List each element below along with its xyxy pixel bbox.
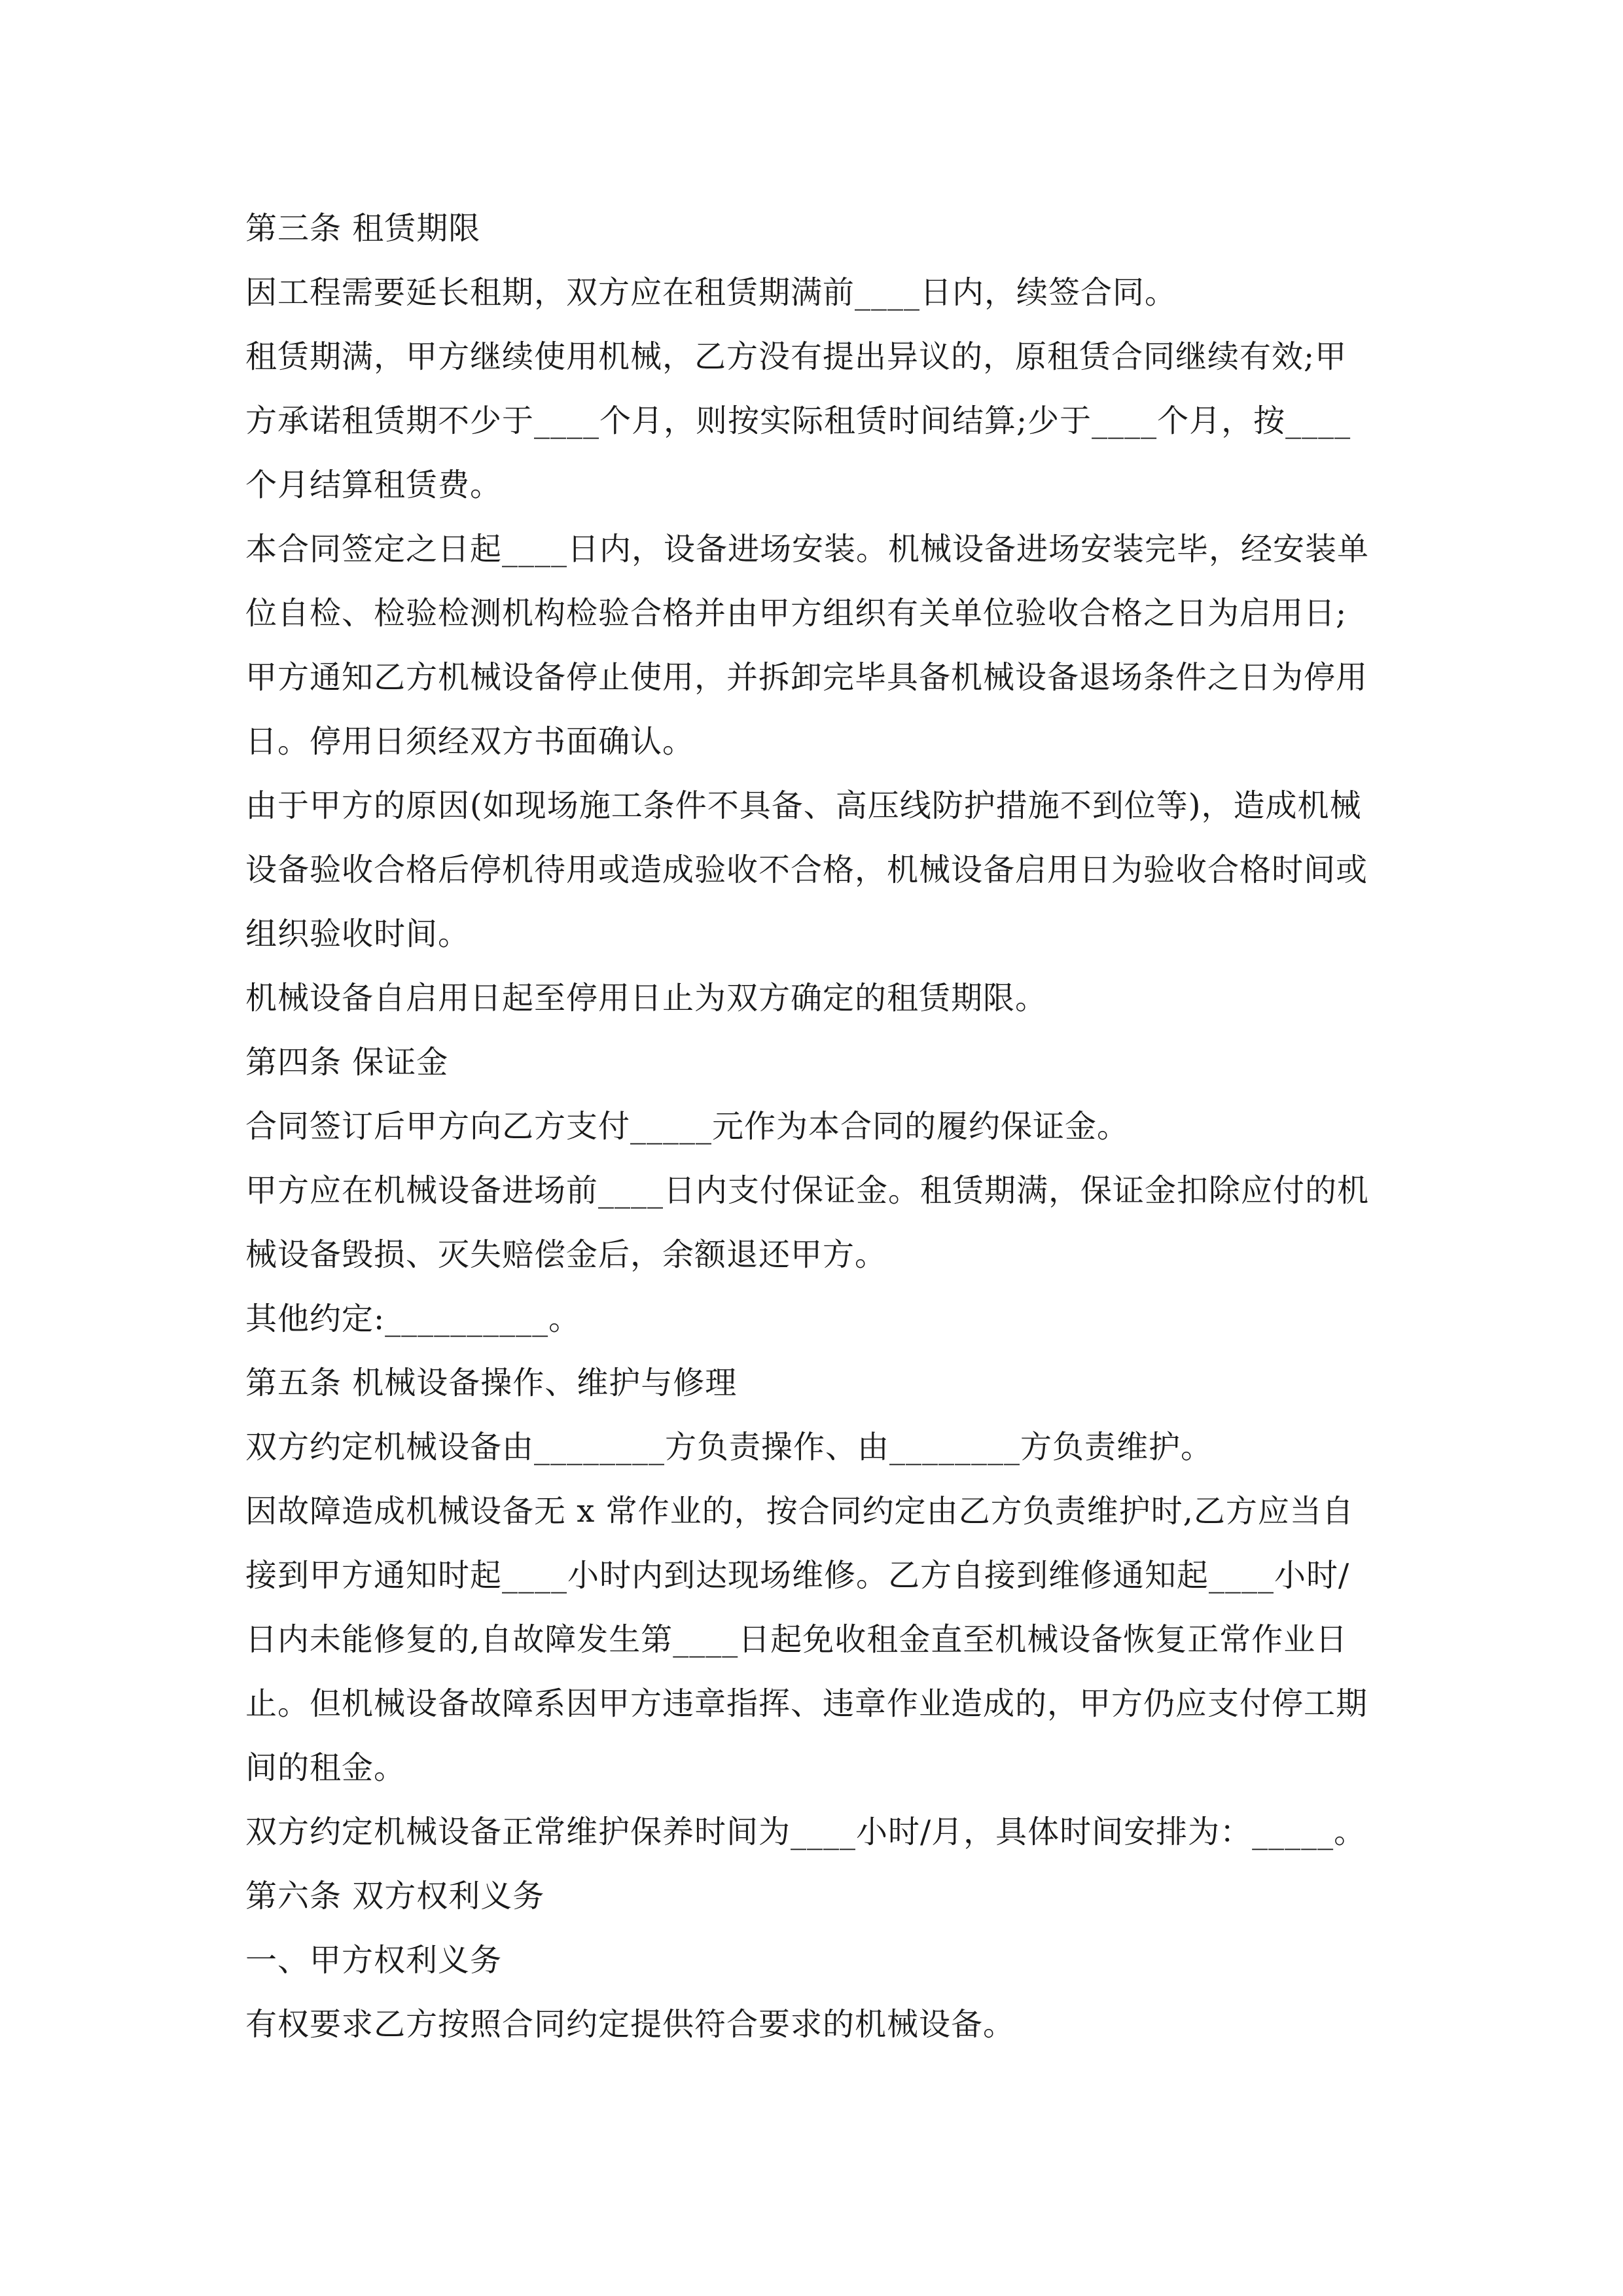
paragraph-line: 间的租金。 [245,1749,406,1786]
paragraph-line: 止。但机械设备故障系因甲方违章指挥、违章作业造成的，甲方仍应支付停工期 [245,1685,1368,1722]
document-body [245,196,1387,2056]
paragraph-line: 甲方应在机械设备进场前____日内支付保证金。租赁期满，保证金扣除应付的机 [245,1172,1370,1209]
paragraph-line: 其他约定:__________。 [245,1300,581,1337]
paragraph-line: 租赁期满，甲方继续使用机械，乙方没有提出异议的，原租赁合同继续有效;甲 [245,338,1347,375]
paragraph-line: 甲方通知乙方机械设备停止使用，并拆卸完毕具备机械设备退场条件之日为停用 [245,659,1368,696]
paragraph-line: 日内未能修复的,自故障发生第____日起免收租金直至机械设备恢复正常作业日 [245,1621,1348,1658]
article-3-heading: 第三条 租赁期限 [245,210,481,247]
paragraph-line: 合同签订后甲方向乙方支付_____元作为本合同的履约保证金。 [245,1108,1130,1145]
article-6-heading: 第六条 双方权利义务 [245,1878,545,1914]
paragraph-line: 位自检、检验检测机构检验合格并由甲方组织有关单位验收合格之日为启用日; [245,595,1347,632]
paragraph-line: 械设备毁损、灭失赔偿金后，余额退还甲方。 [245,1236,887,1273]
paragraph-line: 接到甲方通知时起____小时内到达现场维修。乙方自接到维修通知起____小时/ [245,1557,1350,1594]
paragraph-line: 个月结算租赁费。 [245,467,503,503]
paragraph-line: 机械设备自启用日起至停用日止为双方确定的租赁期限。 [245,980,1048,1016]
paragraph-line: 因故障造成机械设备无 x 常作业的，按合同约定由乙方负责维护时,乙方应当自 [245,1493,1354,1530]
paragraph-line: 本合同签定之日起____日内，设备进场安装。机械设备进场安装完毕，经安装单 [245,531,1370,567]
paragraph-line: 组织验收时间。 [245,916,471,952]
article-4-heading: 第四条 保证金 [245,1044,449,1081]
paragraph-line: 设备验收合格后停机待用或造成验收不合格，机械设备启用日为验收合格时间或 [245,852,1368,888]
paragraph-line: 有权要求乙方按照合同约定提供符合要求的机械设备。 [245,2006,1016,2043]
article-5-heading: 第五条 机械设备操作、维护与修理 [245,1365,738,1401]
paragraph-line: 日。停用日须经双方书面确认。 [245,723,695,760]
paragraph-line: 方承诺租赁期不少于____个月，则按实际租赁时间结算;少于____个月，按____ [245,403,1351,439]
paragraph-line: 由于甲方的原因(如现场施工条件不具备、高压线防护措施不到位等)，造成机械 [245,787,1362,824]
paragraph-line: 双方约定机械设备由________方负责操作、由________方负责维护。 [245,1429,1213,1465]
subsection-heading: 一、甲方权利义务 [245,1942,503,1979]
paragraph-line: 因工程需要延长租期，双方应在租赁期满前____日内，续签合同。 [245,274,1177,311]
paragraph-line: 双方约定机械设备正常维护保养时间为____小时/月，具体时间安排为：_____。 [245,1814,1366,1850]
